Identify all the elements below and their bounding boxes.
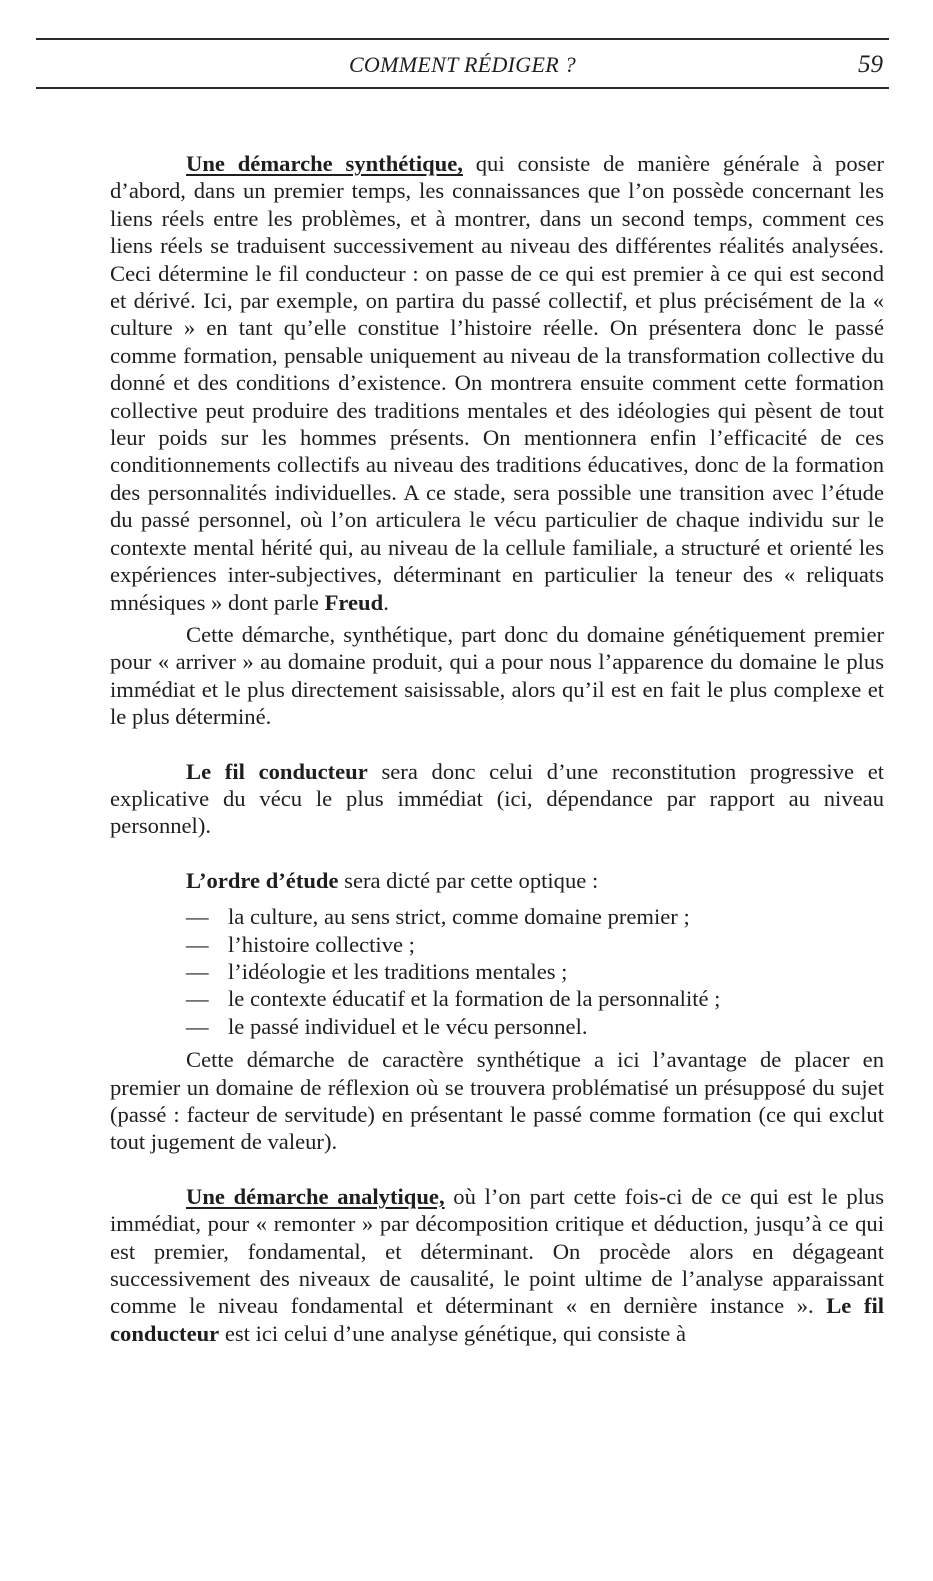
- list-item: [186, 931, 884, 958]
- list-dash: —: [186, 958, 209, 984]
- list-dash: —: [186, 1013, 209, 1039]
- term-guiding-thread: Le fil conducteur: [186, 758, 368, 784]
- list-dash: —: [186, 931, 209, 957]
- header-top-rule: [36, 38, 889, 40]
- running-head: [36, 50, 889, 84]
- list-item: [186, 985, 884, 1012]
- list-dash: —: [186, 986, 209, 1012]
- list-dash: —: [186, 904, 209, 930]
- list-item-text: l’histoire collective ;: [228, 931, 415, 957]
- list-item-text: le passé individuel et le vécu personnel.: [228, 1013, 588, 1039]
- paragraph-text: qui consiste de manière générale à poser d’abord, dans un premier temps, les connaissances que l’on possède concernant les liens réels entre les problèmes, et à montrer, dans un second temps, comment ces liens réels se traduisent successivement au niveau des différentes réalités analysées. Ceci détermine le fil conducteur : on passe de ce qui est premier à ce qui est second et dérivé. Ici, par exemple, on partira du passé collectif, et plus précisément de la « culture » en tant qu’elle constitue l’histoire réelle. On présentera donc le passé comme formation, pensable uniquement au niveau de la transformation collective du donné et des conditions d’existence. On montrera ensuite comment cette formation collective peut produire des traditions mentales et des idéologies qui pèsent de tout leur poids sur les hommes présents. On mentionnera enfin l’efficacité de ces conditionnements collectifs au niveau des traditions éducatives, donc de la formation des personnalités individuelles. A ce stade, sera possible une transition avec l’étude du passé personnel, où l’on articulera le vécu particulier de chaque individu sur le contexte mental hérité qui, au niveau de la cellule familiale, a structuré et orienté les expériences inter-subjectives, déterminant en particulier la teneur des « reliquats mnésiques » dont parle: [110, 151, 884, 615]
- paragraph-text: sera dicté par cette optique :: [338, 867, 599, 893]
- paragraph-study-order: [110, 867, 884, 894]
- paragraph-end: .: [383, 589, 389, 615]
- page-number: 59: [858, 51, 883, 78]
- list-item: [186, 1013, 884, 1040]
- list-item: [186, 958, 884, 985]
- author-name: Freud: [324, 589, 384, 615]
- running-title: COMMENT RÉDIGER ?: [348, 52, 577, 77]
- paragraph-text: est ici celui d’une analyse génétique, qui consiste à: [219, 1320, 686, 1346]
- heading-synthetic-approach: Une démarche synthétique,: [186, 151, 463, 176]
- paragraph-guiding-thread: [110, 758, 884, 840]
- list-item: [186, 903, 884, 930]
- paragraph-synthetic-approach: [110, 150, 884, 616]
- paragraph-analytic-approach: [110, 1183, 884, 1347]
- paragraph-text: sera donc celui d’une reconstitution progressive et explicative du vécu le plus immédiat (ici, dépendance par rapport au niveau personnel).: [110, 758, 885, 839]
- page-body: [110, 150, 884, 1347]
- term-study-order: L’ordre d’étude: [186, 867, 339, 893]
- term-guiding-thread: Le fil conducteur: [110, 1293, 884, 1346]
- heading-analytic-approach: Une démarche analytique,: [186, 1183, 445, 1209]
- header-bottom-rule: [36, 87, 889, 89]
- list-item-text: l’idéologie et les traditions mentales ;: [228, 958, 568, 984]
- study-order-list: [186, 903, 884, 1040]
- list-item-text: le contexte éducatif et la formation de la personnalité ;: [228, 986, 721, 1012]
- paragraph-synthetic-advantage: Cette démarche de caractère synthétique a ici l’avantage de placer en premier un domaine de réflexion où se trouvera problématisé un présupposé du sujet (passé : facteur de servitude) en présentant le passé comme formation (ce qui exclut tout jugement de valeur).: [110, 1047, 884, 1155]
- paragraph-synthetic-summary: Cette démarche, synthétique, part donc du domaine génétiquement premier pour « arriver » au domaine produit, qui a pour nous l’apparence du domaine le plus immédiat et le plus directement saisissable, alors qu’il est en fait le plus complexe et le plus déterminé.: [110, 621, 884, 730]
- paragraph-text: où l’on part cette fois-ci de ce qui est le plus immédiat, pour « remonter » par décomposition critique et déduction, jusqu’à ce qui est premier, fondamental, et déterminant. On procède alors en dégageant successivement des niveaux de causalité, le point ultime de l’analyse apparaissant comme le niveau fondamental et déterminant « en dernière instance ».: [110, 1183, 884, 1319]
- list-item-text: la culture, au sens strict, comme domaine premier ;: [228, 904, 690, 930]
